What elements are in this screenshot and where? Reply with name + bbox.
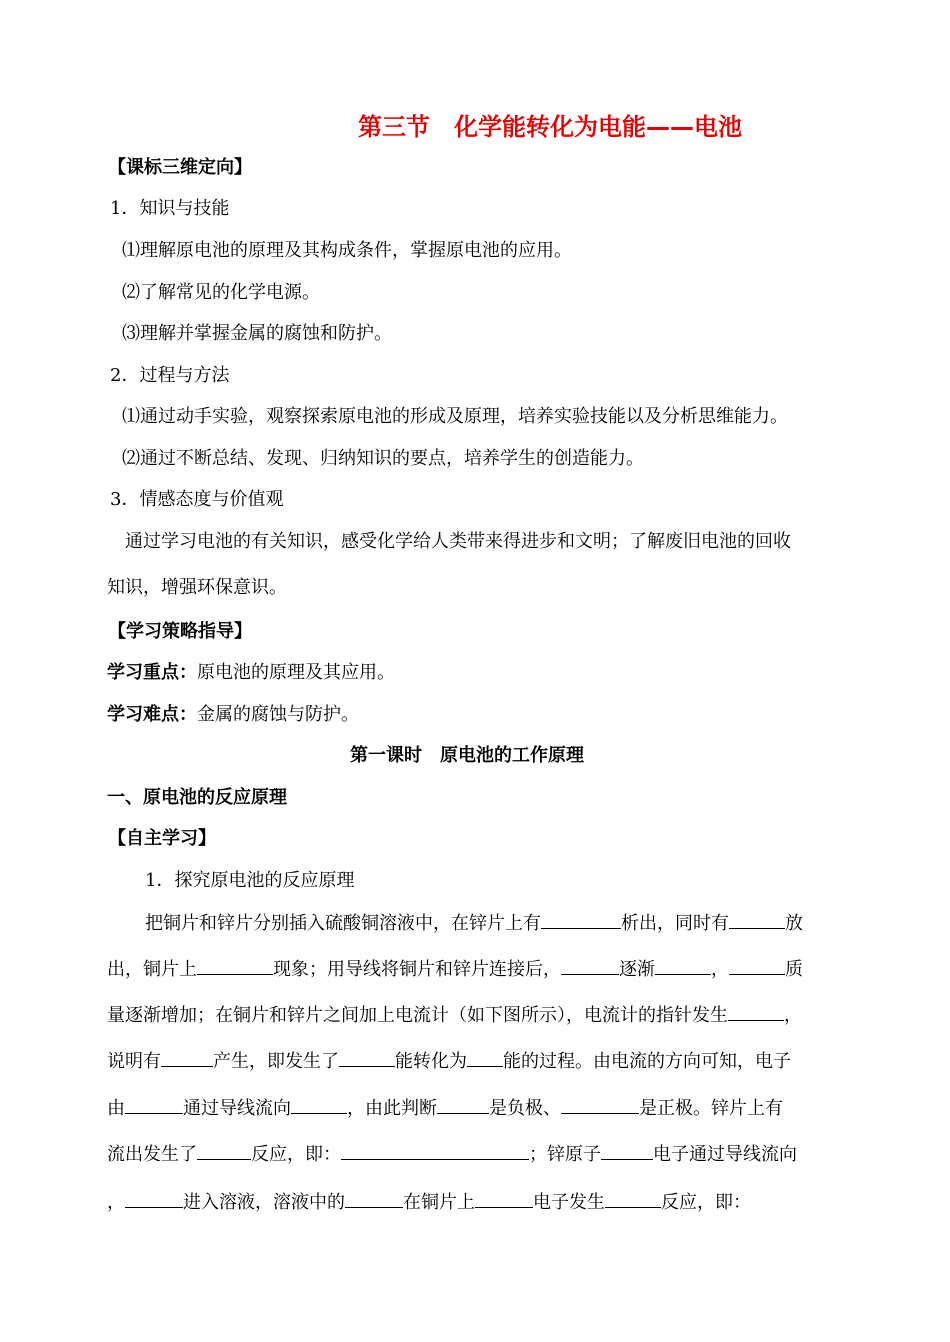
knowledge-item-2: ⑵了解常见的化学电源。 bbox=[122, 282, 320, 303]
answer-blank[interactable] bbox=[729, 910, 785, 929]
text-fragment: 析出，同时有 bbox=[621, 913, 729, 934]
attitude-text-line2: 知识，增强环保意识。 bbox=[107, 577, 287, 598]
answer-blank[interactable] bbox=[437, 1095, 489, 1114]
answer-blank[interactable] bbox=[541, 910, 621, 929]
paragraph-line-3 bbox=[107, 1002, 802, 1028]
answer-blank[interactable] bbox=[197, 1141, 251, 1160]
paragraph-line-7 bbox=[107, 1189, 751, 1215]
difficult-point-label: 学习难点： bbox=[107, 704, 197, 725]
answer-blank[interactable] bbox=[655, 956, 711, 975]
process-item-2: ⑵通过不断总结、发现、归纳知识的要点，培养学生的创造能力。 bbox=[122, 448, 644, 469]
part-one-title: 一、原电池的反应原理 bbox=[107, 787, 287, 808]
text-fragment: 在铜片上 bbox=[403, 1192, 475, 1213]
text-fragment: ， bbox=[107, 1192, 125, 1213]
text-fragment: ；锌原子 bbox=[529, 1144, 601, 1165]
paragraph-line-6 bbox=[107, 1141, 797, 1167]
text-fragment: 量逐渐增加；在铜片和锌片之间加上电流计（如下图所示），电流计的指针发生 bbox=[107, 1005, 728, 1026]
section-title: 第三节 化学能转化为电能——电池 bbox=[358, 113, 742, 141]
paragraph-line-5 bbox=[107, 1095, 783, 1121]
heading-knowledge-skills: 1．知识与技能 bbox=[110, 198, 230, 219]
answer-blank[interactable] bbox=[125, 1095, 183, 1114]
knowledge-item-1: ⑴理解原电池的原理及其构成条件，掌握原电池的应用。 bbox=[122, 240, 572, 261]
answer-blank[interactable] bbox=[605, 1189, 661, 1208]
paragraph-line-1 bbox=[145, 910, 803, 936]
text-fragment: 是正极。锌片上有 bbox=[639, 1098, 783, 1119]
lesson-title: 第一课时 原电池的工作原理 bbox=[350, 745, 584, 766]
key-point-label: 学习重点： bbox=[107, 662, 197, 683]
answer-blank[interactable] bbox=[125, 1189, 183, 1208]
paragraph-line-4 bbox=[107, 1048, 791, 1074]
explore-heading: 1．探究原电池的反应原理 bbox=[145, 870, 355, 891]
answer-blank[interactable] bbox=[728, 1002, 784, 1021]
answer-blank[interactable] bbox=[467, 1048, 503, 1067]
text-fragment: 能的过程。由电流的方向可知，电子 bbox=[503, 1051, 791, 1072]
heading-self-study: 【自主学习】 bbox=[108, 828, 216, 849]
text-fragment: 现象；用导线将铜片和锌片连接后， bbox=[273, 959, 561, 980]
text-fragment: 电子发生 bbox=[533, 1192, 605, 1213]
difficult-point-text: 金属的腐蚀与防护。 bbox=[197, 704, 359, 725]
heading-dimensions: 【课标三维定向】 bbox=[108, 157, 252, 178]
text-fragment: 由 bbox=[107, 1098, 125, 1119]
text-fragment: ， bbox=[784, 1005, 802, 1026]
text-fragment: 反应，即： bbox=[661, 1192, 751, 1213]
text-fragment: 说明有 bbox=[107, 1051, 161, 1072]
answer-blank[interactable] bbox=[601, 1141, 653, 1160]
heading-process-method: 2．过程与方法 bbox=[110, 365, 230, 386]
answer-blank[interactable] bbox=[339, 1048, 395, 1067]
heading-strategy: 【学习策略指导】 bbox=[108, 621, 252, 642]
text-fragment: 质 bbox=[785, 959, 803, 980]
answer-blank[interactable] bbox=[475, 1189, 533, 1208]
text-fragment: 把铜片和锌片分别插入硫酸铜溶液中，在锌片上有 bbox=[145, 913, 541, 934]
text-fragment: 是负极、 bbox=[489, 1098, 561, 1119]
text-fragment: 放 bbox=[785, 913, 803, 934]
text-fragment: 逐渐 bbox=[619, 959, 655, 980]
text-fragment: 通过导线流向 bbox=[183, 1098, 291, 1119]
answer-blank[interactable] bbox=[561, 956, 619, 975]
process-item-1: ⑴通过动手实验，观察探索原电池的形成及原理，培养实验技能以及分析思维能力。 bbox=[122, 406, 788, 427]
text-fragment: ，由此判断 bbox=[347, 1098, 437, 1119]
difficult-point bbox=[107, 703, 359, 727]
answer-blank[interactable] bbox=[197, 956, 273, 975]
answer-blank[interactable] bbox=[561, 1095, 639, 1114]
text-fragment: 流出发生了 bbox=[107, 1144, 197, 1165]
text-fragment: 产生，即发生了 bbox=[213, 1051, 339, 1072]
key-point bbox=[107, 661, 395, 685]
knowledge-item-3: ⑶理解并掌握金属的腐蚀和防护。 bbox=[122, 323, 392, 344]
answer-blank[interactable] bbox=[341, 1141, 529, 1160]
text-fragment: 能转化为 bbox=[395, 1051, 467, 1072]
key-point-text: 原电池的原理及其应用。 bbox=[197, 662, 395, 683]
text-fragment: ， bbox=[711, 959, 729, 980]
answer-blank[interactable] bbox=[345, 1189, 403, 1208]
text-fragment: 电子通过导线流向 bbox=[653, 1144, 797, 1165]
answer-blank[interactable] bbox=[291, 1095, 347, 1114]
attitude-text-line1: 通过学习电池的有关知识，感受化学给人类带来得进步和文明；了解废旧电池的回收 bbox=[125, 531, 791, 552]
answer-blank[interactable] bbox=[161, 1048, 213, 1067]
answer-blank[interactable] bbox=[729, 956, 785, 975]
text-fragment: 进入溶液，溶液中的 bbox=[183, 1192, 345, 1213]
heading-attitude-values: 3．情感态度与价值观 bbox=[110, 489, 284, 510]
text-fragment: 出，铜片上 bbox=[107, 959, 197, 980]
text-fragment: 反应，即： bbox=[251, 1144, 341, 1165]
paragraph-line-2 bbox=[107, 956, 803, 982]
